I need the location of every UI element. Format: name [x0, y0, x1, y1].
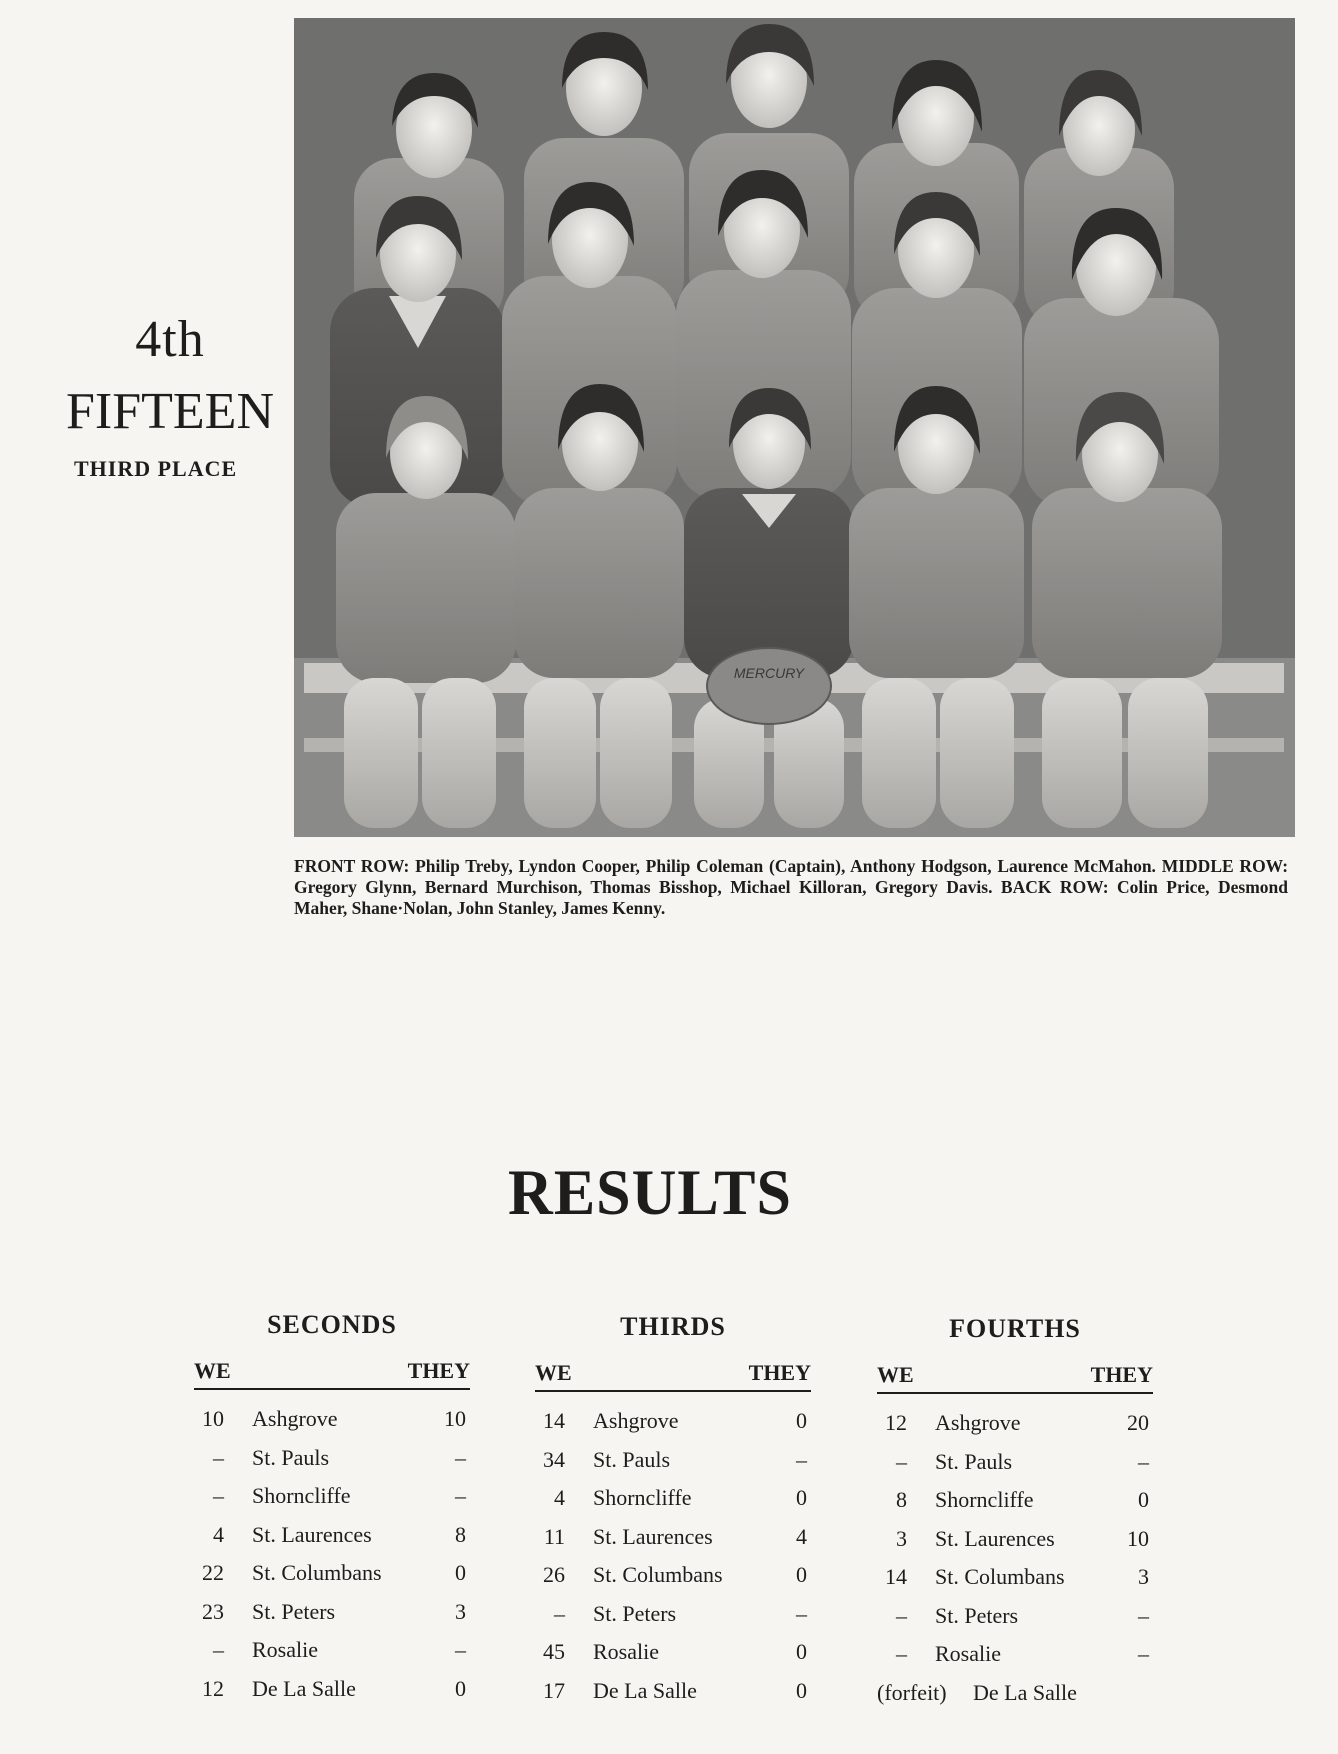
opponent-name: St. Pauls — [593, 1446, 671, 1472]
team-photo — [294, 18, 1295, 837]
they-score: – — [455, 1444, 466, 1470]
we-header: WE — [194, 1358, 231, 1383]
table-rows — [194, 1400, 470, 1708]
table-row — [194, 1439, 470, 1478]
we-header: WE — [877, 1362, 914, 1387]
rugby-ball — [707, 648, 831, 724]
they-score: 0 — [796, 1562, 807, 1587]
table-row — [877, 1481, 1153, 1520]
table-row — [877, 1558, 1153, 1597]
they-score: – — [1138, 1641, 1149, 1666]
table-header — [194, 1346, 470, 1390]
middle-row-names: Gregory Glynn, Bernard Murchison, Thomas Bisshop, Michael Killoran, Gregory Davis. — [294, 877, 993, 897]
table-rows — [535, 1402, 811, 1710]
we-score: – — [896, 1602, 907, 1628]
opponent-name: Rosalie — [252, 1637, 318, 1662]
they-score: – — [796, 1600, 807, 1626]
table-row — [877, 1597, 1153, 1636]
table-row — [877, 1674, 1153, 1713]
opponent-name: Ashgrove — [593, 1408, 679, 1433]
they-score: 0 — [455, 1560, 466, 1585]
table-title: SECONDS — [267, 1310, 397, 1339]
they-score: – — [1138, 1448, 1149, 1474]
opponent-name: St. Peters — [935, 1602, 1019, 1628]
they-score: 0 — [796, 1639, 807, 1664]
opponent-name: St. Laurences — [252, 1521, 372, 1547]
they-score: 4 — [796, 1523, 807, 1549]
they-score: – — [455, 1483, 466, 1508]
opponent-name: Ashgrove — [935, 1410, 1021, 1435]
they-score: 0 — [796, 1408, 807, 1433]
opponent-name: St. Peters — [593, 1600, 677, 1626]
table-title: THIRDS — [620, 1312, 726, 1341]
they-score: 10 — [444, 1406, 466, 1431]
we-score: 10 — [202, 1406, 224, 1431]
they-score: – — [1138, 1602, 1149, 1628]
table-row — [194, 1400, 470, 1439]
they-header: THEY — [1090, 1362, 1153, 1387]
team-heading — [40, 310, 300, 482]
opponent-name: St. Laurences — [593, 1523, 713, 1549]
they-header: THEY — [407, 1358, 470, 1383]
team-photo-drawing — [294, 18, 1295, 837]
they-score: – — [796, 1446, 807, 1472]
they-score: 3 — [455, 1598, 466, 1624]
team-number: 4th — [135, 311, 205, 368]
opponent-name: De La Salle — [593, 1677, 697, 1703]
they-score: 0 — [796, 1677, 807, 1703]
we-score: 26 — [543, 1562, 565, 1587]
table-row — [877, 1404, 1153, 1443]
they-score: 20 — [1127, 1410, 1149, 1435]
table-row — [877, 1520, 1153, 1559]
opponent-name: Shorncliffe — [593, 1485, 692, 1510]
table-row — [535, 1672, 811, 1711]
ball-label: MERCURY — [733, 665, 805, 681]
they-score: 0 — [1138, 1487, 1149, 1512]
table-row — [535, 1402, 811, 1441]
team-word: FIFTEEN — [66, 383, 274, 440]
we-score: – — [896, 1448, 907, 1474]
we-score: 12 — [885, 1410, 907, 1435]
results-table-seconds — [194, 1310, 470, 1708]
table-rows — [877, 1404, 1153, 1712]
they-score: 0 — [455, 1675, 466, 1701]
table-row — [877, 1443, 1153, 1482]
table-row — [194, 1593, 470, 1632]
table-row — [194, 1477, 470, 1516]
we-score: – — [213, 1637, 224, 1662]
results-table-thirds — [535, 1312, 811, 1710]
results-title: RESULTS — [508, 1157, 792, 1229]
opponent-name: Shorncliffe — [252, 1483, 351, 1508]
results-table-fourths — [877, 1314, 1153, 1712]
we-score: 14 — [885, 1564, 907, 1589]
we-header: WE — [535, 1360, 572, 1385]
they-header: THEY — [748, 1360, 811, 1385]
we-score: 34 — [543, 1446, 565, 1472]
middle-row-label: MIDDLE ROW: — [1161, 856, 1289, 876]
opponent-name: St. Laurences — [935, 1525, 1055, 1551]
table-row — [535, 1633, 811, 1672]
table-row — [194, 1554, 470, 1593]
front-row-names: Philip Treby, Lyndon Cooper, Philip Coleman (Captain), Anthony Hodgson, Laurence McMahon. — [415, 856, 1156, 876]
we-score: 17 — [543, 1677, 565, 1703]
opponent-name: Rosalie — [593, 1639, 659, 1664]
we-score: (forfeit) — [877, 1679, 947, 1705]
back-row-names: Colin Price, Desmond Maher, Shane·Nolan, John Stanley, James Kenny. — [294, 877, 1288, 918]
we-score: – — [554, 1600, 565, 1626]
opponent-name: De La Salle — [973, 1679, 1077, 1705]
we-score: – — [896, 1641, 907, 1666]
we-score: 45 — [543, 1639, 565, 1664]
table-row — [535, 1556, 811, 1595]
we-score: 4 — [213, 1521, 224, 1547]
opponent-name: St. Peters — [252, 1598, 336, 1624]
we-score: 3 — [896, 1525, 907, 1551]
table-row — [194, 1516, 470, 1555]
opponent-name: St. Columbans — [593, 1562, 723, 1587]
they-score: 8 — [455, 1521, 466, 1547]
opponent-name: St. Columbans — [935, 1564, 1065, 1589]
we-score: 11 — [543, 1523, 565, 1549]
opponent-name: St. Columbans — [252, 1560, 382, 1585]
opponent-name: De La Salle — [252, 1675, 356, 1701]
they-score: 10 — [1127, 1525, 1149, 1551]
photo-caption — [294, 856, 1288, 919]
table-header — [877, 1350, 1153, 1394]
they-score: 3 — [1138, 1564, 1149, 1589]
table-row — [194, 1670, 470, 1709]
table-row — [535, 1441, 811, 1480]
opponent-name: St. Pauls — [935, 1448, 1013, 1474]
opponent-name: Rosalie — [935, 1641, 1001, 1666]
team-placing: THIRD PLACE — [74, 456, 238, 481]
we-score: 12 — [202, 1675, 224, 1701]
back-row-label: BACK ROW: — [1000, 877, 1109, 897]
we-score: – — [213, 1483, 224, 1508]
table-row — [194, 1631, 470, 1670]
opponent-name: Ashgrove — [252, 1406, 338, 1431]
we-score: 4 — [554, 1485, 565, 1510]
front-row-label: FRONT ROW: — [294, 856, 410, 876]
table-header — [535, 1348, 811, 1392]
we-score: 23 — [202, 1598, 224, 1624]
we-score: 14 — [543, 1408, 565, 1433]
table-row — [535, 1518, 811, 1557]
table-title: FOURTHS — [949, 1314, 1081, 1343]
we-score: 8 — [896, 1487, 907, 1512]
table-row — [535, 1595, 811, 1634]
they-score: 0 — [796, 1485, 807, 1510]
opponent-name: Shorncliffe — [935, 1487, 1034, 1512]
table-row — [877, 1635, 1153, 1674]
table-row — [535, 1479, 811, 1518]
we-score: 22 — [202, 1560, 224, 1585]
opponent-name: St. Pauls — [252, 1444, 330, 1470]
they-score: – — [455, 1637, 466, 1662]
we-score: – — [213, 1444, 224, 1470]
